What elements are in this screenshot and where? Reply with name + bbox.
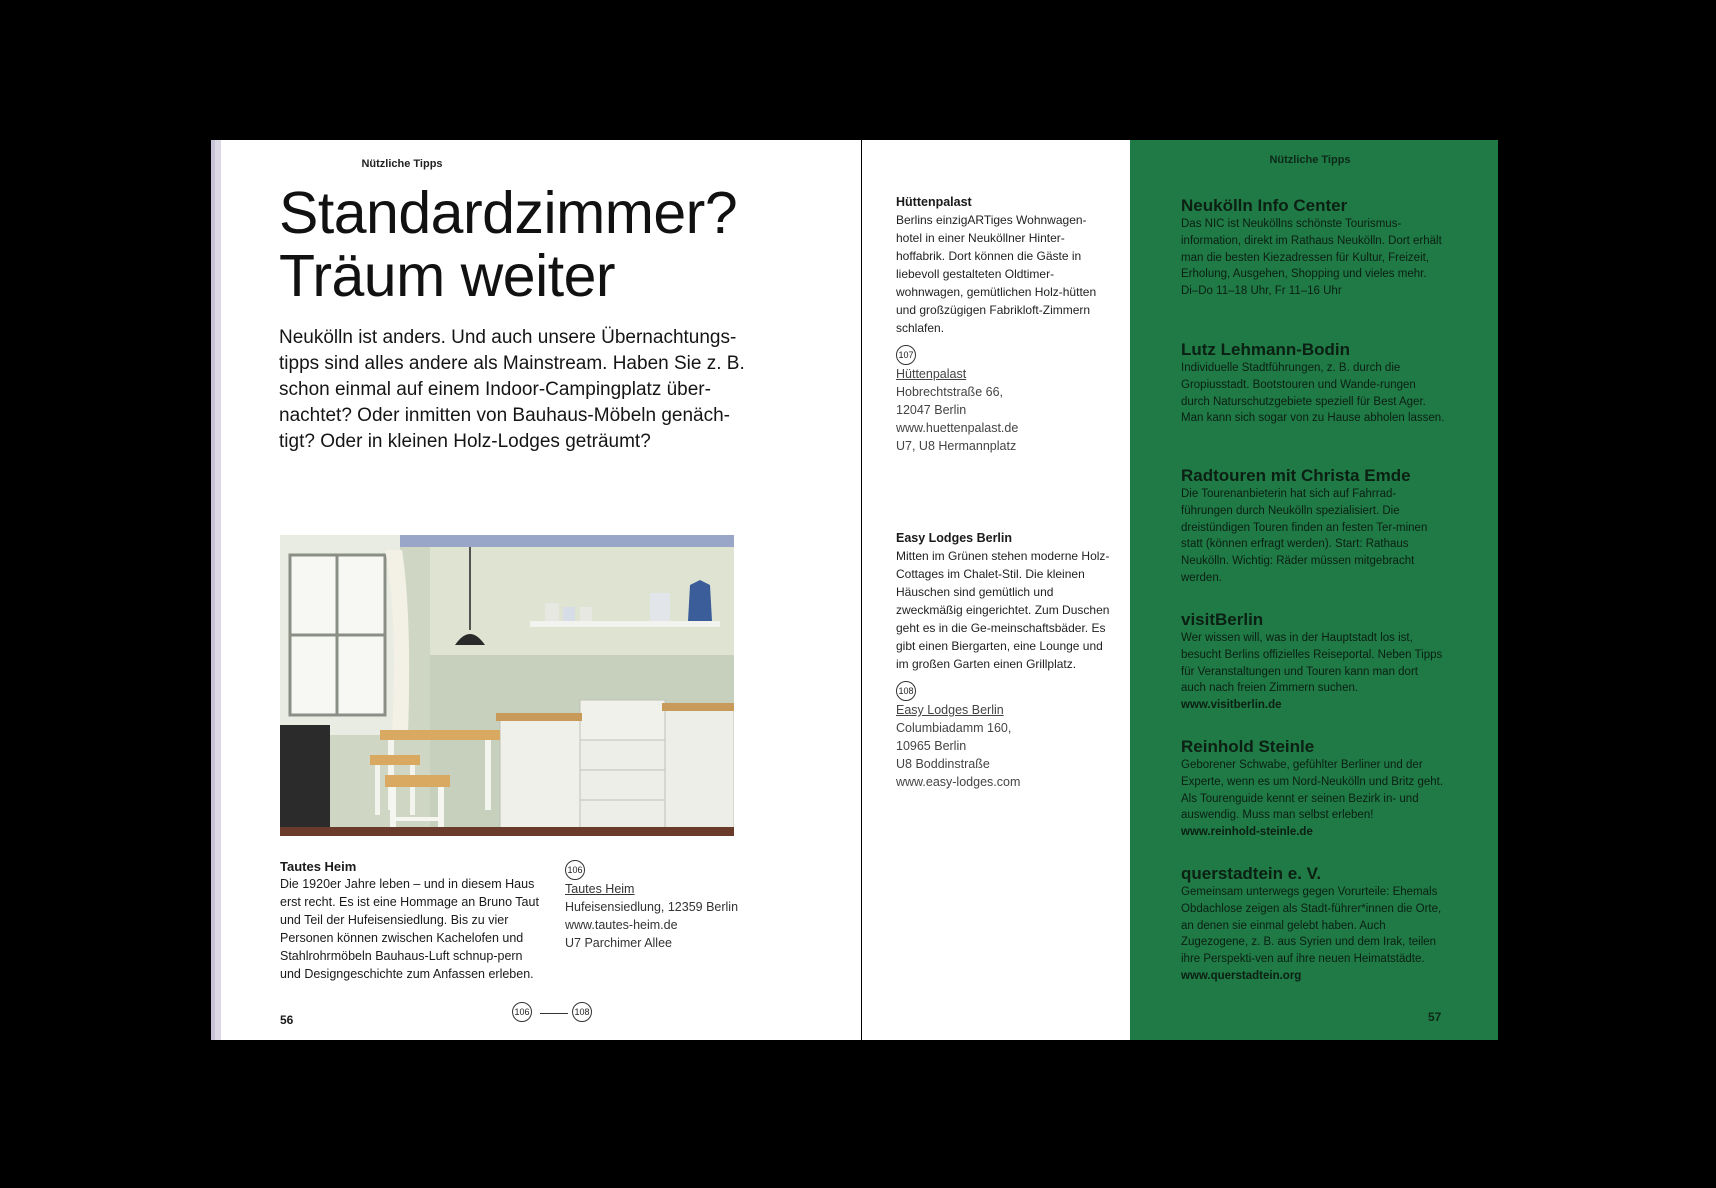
info-entry-text: Die Tourenanbieterin hat sich auf Fahrrad-führungen durch Neukölln spezialisiert. Die dreistündigen Touren finden an festen Ter-minen statt (können erfragt werden). Start: Rathaus Neukölln. Wichtig: Räder müssen mitgebracht werden. xyxy=(1181,488,1428,584)
info-entry-text: Geborener Schwabe, gefühlter Berliner und der Experte, wenn es um Nord-Neukölln und Britz geht. Als Tourenguide kennt er seinen Bezirk in- und auswendig. Muss man selbst erleben! www.reinhold-steinle.de xyxy=(1181,759,1444,839)
title-line-1: Standardzimmer? xyxy=(279,180,738,246)
entry-number-badge: 106 xyxy=(565,860,585,880)
caption-title: Tautes Heim xyxy=(280,859,357,874)
info-entry-title: Neukölln Info Center xyxy=(1181,196,1348,215)
address-name[interactable]: Tautes Heim xyxy=(565,882,635,896)
entry-range xyxy=(512,1002,602,1024)
info-entry-link[interactable]: www.visitberlin.de xyxy=(1181,699,1282,712)
info-entry-title: Reinhold Steinle xyxy=(1181,737,1315,756)
entry-title: Hüttenpalast xyxy=(896,195,972,209)
entry-description: Berlins einzigARTiges Wohnwagen-hotel in einer Neuköllner Hinter-hoffabrik. Dort können die Gäste in liebevoll gestalteten Oldtimer-wohnwagen, gemütlichen Holz-hütten und großzügigen Fabrikloft-Zimmern schlafen. xyxy=(896,213,1097,335)
info-entry-lutz xyxy=(1181,340,1446,427)
address-url[interactable]: www.huettenpalast.de xyxy=(896,421,1019,435)
info-entry-querstadtein xyxy=(1181,864,1446,985)
range-end-badge: 108 xyxy=(572,1002,592,1022)
address-street: Columbiadamm 160, xyxy=(896,721,1012,735)
page-title xyxy=(279,182,737,308)
info-entry-text: Das NIC ist Neuköllns schönste Tourismus-information, direkt im Rathaus Neukölln. Dort erhält man die besten Kiezadressen für Kultur, Freizeit, Erholung, Ausgehen, Shopping und vieles mehr. xyxy=(1181,218,1442,281)
easy-lodges-block xyxy=(896,530,1111,791)
address-url[interactable]: www.tautes-heim.de xyxy=(565,918,678,932)
info-entry-nic xyxy=(1181,196,1446,300)
info-entry-title: Lutz Lehmann-Bodin xyxy=(1181,340,1351,359)
address-url[interactable]: www.easy-lodges.com xyxy=(896,775,1021,789)
info-entry-title: Radtouren mit Christa Emde xyxy=(1181,466,1411,485)
entry-address xyxy=(896,345,1111,455)
address-name[interactable]: Hüttenpalast xyxy=(896,367,967,381)
info-entry-link[interactable]: www.reinhold-steinle.de xyxy=(1181,826,1313,839)
address-city: 12047 Berlin xyxy=(896,403,967,417)
entry-description: Mitten im Grünen stehen moderne Holz-Cottages im Chalet-Stil. Die kleinen Häuschen sind gemütlich und zweckmäßig eingerichtet. Zum Duschen geht es in die Ge-meinschaftsbäder. Es gibt einen Biergarten, eine Lounge und im großen Garten einen Grillplatz. xyxy=(896,549,1110,671)
info-entry-title: querstadtein e. V. xyxy=(1181,864,1322,883)
info-entry-text: Wer wissen will, was in der Hauptstadt los ist, besucht Berlins offizielles Reiseportal. Neben Tipps für Veranstaltungen und Touren kann man dort auch nach freien Zimmern suchen. www.visitberlin.de xyxy=(1181,632,1443,712)
kitchen-illustration xyxy=(280,535,734,836)
address-transit: U7, U8 Hermannplatz xyxy=(896,439,1017,453)
range-line xyxy=(540,1013,568,1014)
tautes-heim-address xyxy=(565,860,795,952)
address-street: Hobrechtstraße 66, xyxy=(896,385,1003,399)
address-transit: U8 Boddinstraße xyxy=(896,757,990,771)
entry-title: Easy Lodges Berlin xyxy=(896,531,1013,545)
info-entry-radtouren xyxy=(1181,466,1446,587)
green-panel-header: Nützliche Tipps xyxy=(1269,154,1351,166)
page-number-right: 57 xyxy=(1428,1010,1442,1024)
entry-number-badge: 108 xyxy=(896,681,916,701)
page-number-left: 56 xyxy=(280,1013,294,1027)
caption-text: Die 1920er Jahre leben – und in diesem Haus erst recht. Es ist eine Hommage an Bruno Taut und Teil der Hufeisensiedlung. Bis zu vier Personen können zwischen Kachelofen und Stahlrohrmöbeln Bauhaus-Luft schnup-pern und Designgeschichte zum Anfassen erleben. xyxy=(280,877,539,981)
entry-number-badge: 107 xyxy=(896,345,916,365)
info-entry-link[interactable]: www.querstadtein.org xyxy=(1181,969,1302,982)
info-entry-title: visitBerlin xyxy=(1181,610,1264,629)
left-page-header: Nützliche Tipps xyxy=(361,158,443,170)
info-entry-text: Individuelle Stadtführungen, z. B. durch die Gropiusstadt. Bootstouren und Wande-rungen durch Naturschutzgebiete speziell für Best Ager. Man kann sich sogar von zu Hause abholen lassen. xyxy=(1181,362,1445,425)
huettenpalast-block xyxy=(896,194,1111,455)
info-entry-steinle xyxy=(1181,737,1446,841)
entry-address xyxy=(896,681,1111,791)
address-city: 10965 Berlin xyxy=(896,739,967,753)
kitchen-photo xyxy=(280,535,734,836)
intro-paragraph: Neukölln ist anders. Und auch unsere Übernachtungs-tipps sind alles andere als Mainstream. Haben Sie z. B. schon einmal auf einem Indoor-Campingplatz über-nachtet? Oder inmitten von Bauhaus-Möbeln genäch-tigt? Oder in kleinen Holz-Lodges geträumt? xyxy=(279,327,745,452)
address-name[interactable]: Easy Lodges Berlin xyxy=(896,703,1004,717)
range-start-badge: 106 xyxy=(512,1002,532,1022)
address-line: Hufeisensiedlung, 12359 Berlin xyxy=(565,900,739,914)
info-entry-text: Gemeinsam unterwegs gegen Vorurteile: Ehemals Obdachlose zeigen als Stadt-führer*innen die Orte, an denen sie einmal gelebt haben. Auch Zugezogene, z. B. aus Syrien und dem Irak, teilen ihre Perspekti-ven auf ihre neuen Heimatstädte. xyxy=(1181,886,1442,966)
tautes-heim-caption xyxy=(280,858,545,983)
info-entry-visitberlin xyxy=(1181,610,1446,714)
title-line-2: Träum weiter xyxy=(279,243,616,309)
info-entry-hours: Di–Do 11–18 Uhr, Fr 11–16 Uhr xyxy=(1181,285,1342,298)
address-transit: U7 Parchimer Allee xyxy=(565,936,672,950)
